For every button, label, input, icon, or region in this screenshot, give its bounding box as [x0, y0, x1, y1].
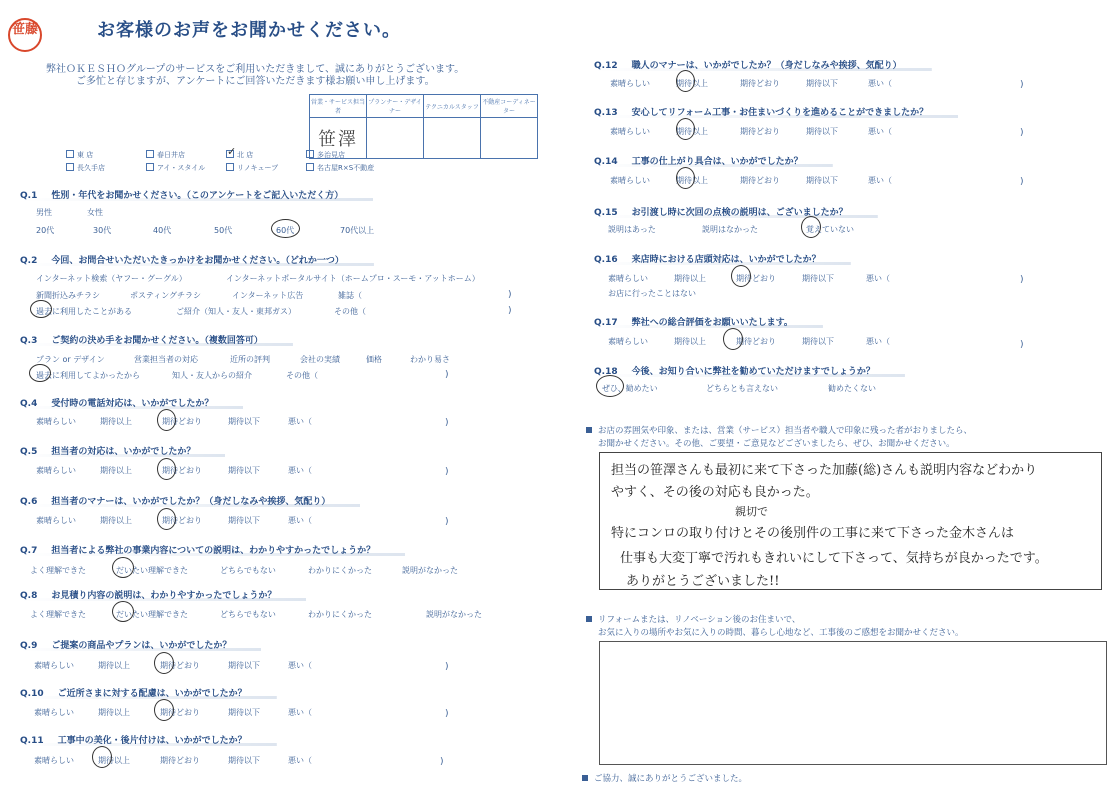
option-30s[interactable]: 30代	[93, 226, 112, 235]
option[interactable]: どちらとも言えない	[706, 384, 778, 393]
answer-circle-mark	[154, 699, 174, 721]
close-paren: )	[445, 370, 449, 380]
option[interactable]: 期待以下	[806, 176, 838, 185]
option[interactable]: 期待どおり	[740, 79, 780, 88]
seal-stamp: 笹藤	[8, 18, 42, 52]
handwritten-comment-line: 仕事も大変丁寧で汚れもきれいにして下さって、気持ちが良かったです。	[620, 551, 1048, 566]
close-paren: )	[508, 306, 512, 316]
store-option[interactable]: 長久手店	[66, 163, 146, 176]
option[interactable]: 悪い（	[868, 176, 892, 185]
option[interactable]: 期待以上	[100, 516, 132, 525]
option[interactable]: 悪い（	[288, 708, 312, 717]
close-paren: )	[508, 290, 512, 300]
option[interactable]: 期待以下	[802, 337, 834, 346]
question-heading: Q.11 工事中の美化・後片付けは、いかがでしたか？	[20, 733, 277, 746]
option[interactable]: 期待以下	[228, 708, 260, 717]
intro-line-2: ご多忙と存じますが、アンケートにご回答いただきます様お願い申し上げます。	[76, 76, 435, 87]
checked-checkbox-icon[interactable]: ✓	[227, 145, 237, 158]
option[interactable]: 期待以上	[98, 708, 130, 717]
option[interactable]: 価格	[366, 355, 382, 364]
answer-circle-mark	[157, 508, 176, 530]
question-heading: Q.6 担当者のマナーは、いかがでしたか？（身だしなみや挨拶、気配り）	[20, 494, 360, 507]
option-70s-plus[interactable]: 70代以上	[340, 226, 375, 235]
option[interactable]: 悪い（	[868, 79, 892, 88]
store-option[interactable]: アイ・スタイル	[146, 163, 226, 176]
option-60s[interactable]: 60代	[276, 226, 295, 235]
close-paren: )	[445, 467, 449, 477]
question-heading: Q.10 ご近所さまに対する配慮は、いかがでしたか？	[20, 686, 277, 699]
option[interactable]: 悪い（	[288, 516, 312, 525]
option[interactable]: 期待以上	[100, 466, 132, 475]
option-40s[interactable]: 40代	[153, 226, 172, 235]
option[interactable]: 説明はあった	[608, 225, 656, 234]
staff-header-sales: 営業・サービス担当者	[310, 95, 367, 118]
option[interactable]: 期待以上	[100, 417, 132, 426]
option[interactable]: 素晴らしい	[610, 79, 650, 88]
staff-value-realestate[interactable]	[481, 118, 538, 159]
option[interactable]: 悪い（	[288, 466, 312, 475]
close-paren: )	[445, 709, 449, 719]
option[interactable]: 期待以下	[228, 516, 260, 525]
answer-circle-mark	[596, 375, 624, 397]
handwritten-insertion: 親切で	[735, 505, 768, 518]
checkbox-icon[interactable]	[306, 150, 314, 158]
close-paren: )	[1020, 177, 1024, 187]
store-option[interactable]: 春日井店	[146, 150, 226, 163]
close-paren: )	[445, 517, 449, 527]
checkbox-icon[interactable]	[146, 150, 154, 158]
checkbox-icon[interactable]	[226, 163, 234, 171]
option[interactable]: インターネットポータルサイト（ホームプロ・スーモ・アットホーム）	[226, 274, 480, 283]
option[interactable]: ご紹介（知人・友人・東邦ガス）	[176, 307, 296, 316]
store-option[interactable]: リノキューブ	[226, 163, 306, 176]
option[interactable]: ぜひ、勧めたい	[602, 384, 658, 393]
option[interactable]: 素晴らしい	[608, 274, 648, 283]
close-paren: )	[440, 757, 444, 767]
option[interactable]: 説明はなかった	[702, 225, 758, 234]
option[interactable]: 悪い（	[868, 127, 892, 136]
store-option[interactable]: 東 店	[66, 150, 146, 163]
question-heading: Q.4 受付時の電話対応は、いかがでしたか？	[20, 396, 243, 409]
option[interactable]: 期待どおり	[160, 661, 200, 670]
store-option-checked[interactable]: ✓ 北 店	[227, 145, 254, 159]
option[interactable]: 期待以上	[674, 274, 706, 283]
option[interactable]: 期待以上	[676, 176, 708, 185]
question-heading: Q.7 担当者による弊社の事業内容についての説明は、わかりやすかったでしょうか？	[20, 543, 405, 556]
answer-circle-mark	[157, 409, 176, 431]
option-female[interactable]: 女性	[87, 208, 103, 217]
answer-circle-mark	[29, 364, 51, 382]
option[interactable]: 期待以下	[228, 466, 260, 475]
option[interactable]: その他（	[334, 307, 366, 316]
store-option[interactable]: 名古屋R×S不動産	[306, 163, 386, 176]
option[interactable]: 勧めたくない	[828, 384, 876, 393]
option[interactable]: インターネット広告	[232, 291, 304, 300]
page-title: お客様のお声をお聞かせください。	[97, 20, 401, 41]
option-male[interactable]: 男性	[36, 208, 52, 217]
option[interactable]: ポスティングチラシ	[130, 291, 202, 300]
option[interactable]: 期待以上	[98, 661, 130, 670]
option[interactable]: 素晴らしい	[34, 708, 74, 717]
option[interactable]: 素晴らしい	[610, 127, 650, 136]
staff-name-handwritten: 笹澤	[318, 129, 358, 150]
question-heading: Q.12 職人のマナーは、いかがでしたか？（身だしなみや挨拶、気配り）	[594, 58, 932, 71]
option[interactable]: その他（	[286, 371, 318, 380]
option[interactable]: 説明がなかった	[402, 566, 458, 575]
checkbox-icon[interactable]	[66, 150, 74, 158]
option[interactable]: 会社の実績	[300, 355, 340, 364]
option[interactable]: わかり易さ	[410, 355, 450, 364]
answer-circle-mark	[801, 216, 821, 238]
option[interactable]: 期待どおり	[160, 708, 200, 717]
option[interactable]: 期待以下	[228, 661, 260, 670]
question-heading: Q.2 今回、お問合せいただいたきっかけをお聞かせください。（どれか一つ）	[20, 253, 374, 266]
option[interactable]: だいたい理解できた	[116, 610, 188, 619]
staff-header-planner: プランナー・デザイナー	[367, 95, 424, 118]
option-50s[interactable]: 50代	[214, 226, 233, 235]
close-paren: )	[1020, 128, 1024, 138]
close-paren: )	[445, 662, 449, 672]
option[interactable]: 過去に利用してよかったから	[36, 371, 140, 380]
question-heading: Q.17 弊社への総合評価をお願いいたします。	[594, 315, 823, 328]
answer-circle-mark	[676, 118, 695, 140]
question-heading: Q.18 今後、お知り合いに弊社を勧めていただけますでしょうか？	[594, 364, 905, 377]
handwritten-comment-line: やすく、その後の対応も良かった。	[611, 485, 819, 500]
option[interactable]: わかりにくかった	[308, 610, 372, 619]
option[interactable]: どちらでもない	[220, 610, 276, 619]
option[interactable]: 新聞折込みチラシ	[36, 291, 100, 300]
option[interactable]: 期待どおり	[740, 127, 780, 136]
question-heading: Q.8 お見積り内容の説明は、わかりやすかったでしょうか？	[20, 588, 306, 601]
store-option[interactable]: 多治見店	[306, 150, 386, 163]
option[interactable]: プラン or デザイン	[36, 355, 105, 364]
handwritten-comment-line: 特にコンロの取り付けとその後別件の工事に来て下さった金木さんは	[611, 526, 1015, 541]
option[interactable]: 期待以下	[802, 274, 834, 283]
option[interactable]: 期待どおり	[736, 274, 776, 283]
handwritten-comment-line: 担当の笹澤さんも最初に来て下さった加藤(総)さんも説明内容などわかり	[611, 463, 1038, 478]
answer-circle-mark	[112, 601, 134, 622]
option[interactable]: 悪い（	[288, 417, 312, 426]
square-bullet-icon	[586, 616, 592, 622]
option[interactable]: 素晴らしい	[36, 466, 76, 475]
question-heading: Q.14 工事の仕上がり具合は、いかがでしたか？	[594, 154, 833, 167]
question-heading: Q.9 ご提案の商品やプランは、いかがでしたか？	[20, 638, 261, 651]
option[interactable]: どちらでもない	[220, 566, 276, 575]
question-heading: Q.15 お引渡し時に次回の点検の説明は、ございましたか？	[594, 205, 878, 218]
option[interactable]: 説明がなかった	[426, 610, 482, 619]
option[interactable]: 営業担当者の対応	[134, 355, 198, 364]
impression-section-heading: お店の雰囲気や印象、または、営業（サービス）担当者や職人で印象に残った者がおりましたら、 お聞かせください。その他、ご要望・ご意見などございましたら、ぜひ、お聞かせください。	[586, 425, 972, 451]
option[interactable]: 素晴らしい	[36, 417, 76, 426]
option[interactable]: 期待以下	[228, 417, 260, 426]
option[interactable]: 期待どおり	[162, 516, 202, 525]
answer-circle-mark	[676, 70, 695, 92]
answer-circle-mark	[92, 746, 112, 768]
option[interactable]: インターネット検索（ヤフー・グーグル）	[36, 274, 187, 283]
thanks-footer: ご協力、誠にありがとうございました。	[582, 773, 747, 786]
checkbox-icon[interactable]	[146, 163, 154, 171]
option[interactable]: 期待どおり	[160, 756, 200, 765]
store-checklist	[66, 145, 386, 176]
staff-value-technical[interactable]	[424, 118, 481, 159]
staff-header-realestate: 不動産コーディネーター	[481, 95, 538, 118]
option[interactable]: 過去に利用したことがある	[36, 307, 132, 316]
option[interactable]: 素晴らしい	[610, 176, 650, 185]
checkbox-icon[interactable]	[66, 163, 74, 171]
answer-circle-mark	[154, 652, 174, 674]
option[interactable]: よく理解できた	[30, 610, 86, 619]
option[interactable]: わかりにくかった	[308, 566, 372, 575]
option[interactable]: 悪い（	[288, 661, 312, 670]
option[interactable]: 期待どおり	[736, 337, 776, 346]
option[interactable]: 素晴らしい	[34, 661, 74, 670]
question-heading: Q.3 ご契約の決め手をお聞かせください。（複数回答可）	[20, 333, 293, 346]
option[interactable]: 素晴らしい	[34, 756, 74, 765]
staff-header-technical: テクニカルスタッフ	[424, 95, 481, 118]
answer-circle-mark	[30, 300, 52, 318]
answer-circle-mark	[731, 265, 751, 287]
option[interactable]: 素晴らしい	[608, 337, 648, 346]
question-heading: Q.1 性別・年代をお聞かせください。（このアンケートをご記入いただく方）	[20, 188, 373, 201]
answer-circle-mark	[271, 219, 300, 238]
handwritten-comment-line: ありがとうございました!!	[626, 574, 780, 589]
question-heading: Q.5 担当者の対応は、いかがでしたか？	[20, 444, 225, 457]
option[interactable]: 期待以上	[674, 337, 706, 346]
square-bullet-icon	[586, 427, 592, 433]
after-reform-comment-box[interactable]	[599, 641, 1107, 765]
option[interactable]: 期待以下	[228, 756, 260, 765]
option-20s[interactable]: 20代	[36, 226, 55, 235]
option[interactable]: 期待以下	[806, 127, 838, 136]
close-paren: )	[1020, 340, 1024, 350]
option[interactable]: 期待以上	[98, 756, 130, 765]
after-reform-section-heading: リフォームまたは、リノベーション後のお住まいで、 お気に入りの場所やお気に入りの時間、暮らし心地など、工事後のご感想をお聞かせください。	[586, 614, 964, 640]
option[interactable]: 近所の評判	[230, 355, 270, 364]
option[interactable]: 素晴らしい	[36, 516, 76, 525]
answer-circle-mark	[112, 557, 134, 578]
option[interactable]: だいたい理解できた	[116, 566, 188, 575]
close-paren: )	[445, 418, 449, 428]
option[interactable]: お店に行ったことはない	[608, 289, 696, 298]
option[interactable]: 期待どおり	[162, 417, 202, 426]
close-paren: )	[1020, 80, 1024, 90]
option[interactable]: 期待以上	[676, 127, 708, 136]
question-heading: Q.16 来店時における店頭対応は、いかがでしたか？	[594, 252, 851, 265]
answer-circle-mark	[723, 328, 743, 350]
checkbox-icon[interactable]	[306, 163, 314, 171]
close-paren: )	[1020, 275, 1024, 285]
option[interactable]: 覚えていない	[806, 225, 854, 234]
option[interactable]: 雑誌（	[338, 291, 362, 300]
option[interactable]: よく理解できた	[30, 566, 86, 575]
option[interactable]: 期待以下	[806, 79, 838, 88]
option[interactable]: 期待どおり	[162, 466, 202, 475]
answer-circle-mark	[676, 167, 695, 189]
intro-line-1: 弊社ＯＫＥＳＨＯグループのサービスをご利用いただきまして、誠にありがとうございます。	[46, 64, 465, 75]
option[interactable]: 悪い（	[866, 337, 890, 346]
option[interactable]: 悪い（	[866, 274, 890, 283]
option[interactable]: 期待以上	[676, 79, 708, 88]
option[interactable]: 知人・友人からの紹介	[172, 371, 252, 380]
square-bullet-icon	[582, 775, 588, 781]
option[interactable]: 期待どおり	[740, 176, 780, 185]
answer-circle-mark	[157, 458, 176, 480]
option[interactable]: 悪い（	[288, 756, 312, 765]
question-heading: Q.13 安心してリフォーム工事・お住まいづくりを進めることができましたか？	[594, 105, 958, 118]
